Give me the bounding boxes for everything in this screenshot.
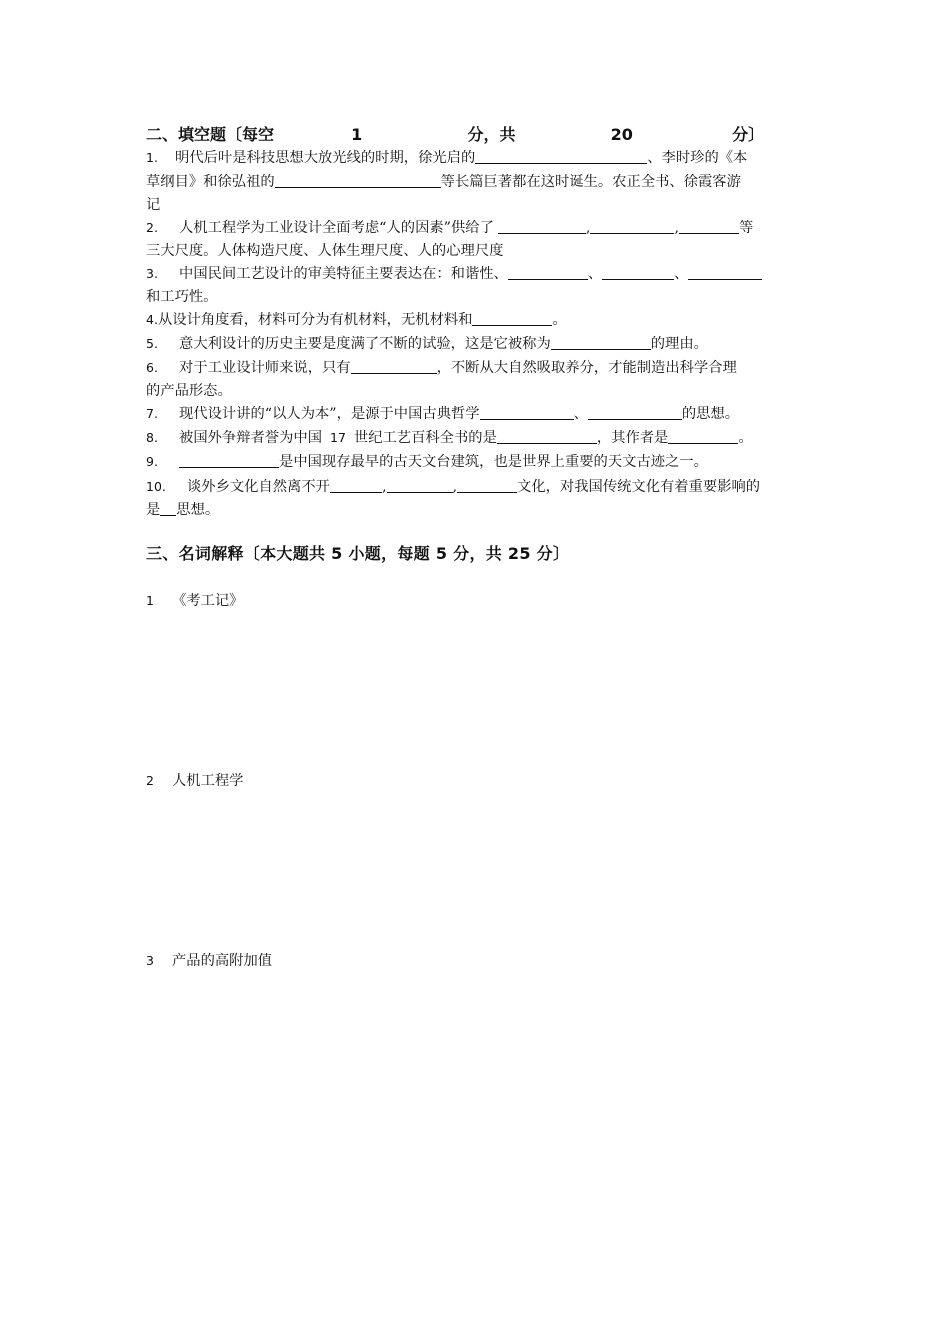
question-number: 3. xyxy=(146,266,158,281)
answer-blank[interactable] xyxy=(472,311,552,326)
answer-blank[interactable] xyxy=(497,429,597,444)
question-1-line-1 xyxy=(146,148,747,168)
question-4-line xyxy=(146,310,567,330)
separator: 、 xyxy=(587,266,603,282)
answer-blank[interactable] xyxy=(457,478,517,493)
question-number: 10. xyxy=(146,479,166,494)
question-8-text-c: ，其作者是 xyxy=(596,430,669,446)
question-6-line-1 xyxy=(146,358,737,378)
question-6-text-b: ，不断从大自然吸取养分，才能制造出科学合理 xyxy=(436,360,737,376)
question-7-text-a: 现代设计讲的“以人为本”，是源于中国古典哲学 xyxy=(179,406,480,422)
question-1-text-d: 等长篇巨著都在这时诞生。农正全书、徐霞客游 xyxy=(440,174,741,190)
question-2-text-c: 三大尺度。人体构造尺度、人体生理尺度、人的心理尺度 xyxy=(146,243,504,259)
question-1-text-e: 记 xyxy=(146,197,161,213)
answer-blank[interactable] xyxy=(330,478,382,493)
answer-blank[interactable] xyxy=(551,335,651,350)
term-text: 人机工程学 xyxy=(172,773,244,789)
section-2-title-part-c: 分，共 xyxy=(467,125,516,144)
question-number: 5. xyxy=(146,336,158,351)
answer-blank[interactable] xyxy=(275,173,441,188)
separator: , xyxy=(381,479,387,495)
century-number: 17 xyxy=(330,430,346,445)
question-1-text-a: 明代后叶是科技思想大放光线的时期，徐光启的 xyxy=(175,150,476,166)
section-2-heading xyxy=(146,124,764,146)
question-1-line-3 xyxy=(146,195,160,215)
question-10-text-a: 谈外乡文化自然离不开 xyxy=(186,479,330,495)
section-3-heading: 三、名词解释〔本大题共 5 小题，每题 5 分，共 25 分〕 xyxy=(146,544,570,563)
question-10-line-1 xyxy=(146,477,760,497)
question-5-text-a: 意大利设计的历史主要是度满了不断的试验，这是它被称为 xyxy=(179,336,551,352)
separator: , xyxy=(674,220,679,236)
question-10-text-b: 文化，对我国传统文化有着重要影响的 xyxy=(517,479,761,495)
separator: 、 xyxy=(573,406,588,422)
question-10-line-2 xyxy=(146,500,219,520)
term-item xyxy=(146,591,243,611)
question-6-text-c: 的产品形态。 xyxy=(146,383,232,399)
question-number: 1. xyxy=(146,150,158,165)
answer-blank[interactable] xyxy=(679,219,739,234)
question-7-line xyxy=(146,404,739,424)
answer-blank[interactable] xyxy=(351,359,437,374)
question-3-text-b: 和工巧性。 xyxy=(146,289,218,305)
answer-blank[interactable] xyxy=(602,265,674,280)
question-8-text-d: 。 xyxy=(738,430,753,446)
question-6-text-a: 对于工业设计师来说，只有 xyxy=(179,360,351,376)
question-3-line-2 xyxy=(146,287,217,307)
answer-blank[interactable] xyxy=(590,219,674,234)
question-2-line-2 xyxy=(146,241,503,261)
section-2-title-part-a: 二、填空题〔每空 xyxy=(146,125,275,144)
answer-blank[interactable] xyxy=(179,453,279,468)
answer-blank[interactable] xyxy=(160,501,176,516)
section-2-points-per-blank: 1 xyxy=(351,125,363,144)
question-2-text-b: 等 xyxy=(738,220,754,236)
term-item xyxy=(146,951,272,971)
question-8-text-b: 世纪工艺百科全书的是 xyxy=(353,430,497,446)
term-number: 3 xyxy=(146,953,154,968)
answer-blank[interactable] xyxy=(688,265,762,280)
term-text: 《考工记》 xyxy=(172,593,244,609)
question-4-text-a: 从设计角度看，材料可分为有机材料，无机材料和 xyxy=(157,312,473,328)
answer-blank[interactable] xyxy=(475,149,647,164)
question-number: 2. xyxy=(146,220,158,235)
question-5-text-b: 的理由。 xyxy=(650,336,708,352)
answer-blank[interactable] xyxy=(668,429,738,444)
question-8-line xyxy=(146,428,753,448)
question-10-text-c: 是 xyxy=(146,502,161,518)
question-10-text-d: 思想。 xyxy=(176,502,220,518)
question-1-line-2 xyxy=(146,172,741,192)
question-6-line-2 xyxy=(146,381,232,401)
term-number: 2 xyxy=(146,773,154,788)
question-number: 8. xyxy=(146,430,158,445)
answer-blank[interactable] xyxy=(387,478,453,493)
question-1-text-c: 草纲目》和徐弘祖的 xyxy=(146,174,275,190)
question-1-text-b: 、李时珍的《本 xyxy=(647,150,748,166)
term-item xyxy=(146,771,243,791)
term-text: 产品的高附加值 xyxy=(172,953,273,969)
question-2-line-1 xyxy=(146,218,753,238)
question-number: 4. xyxy=(146,312,158,327)
answer-blank[interactable] xyxy=(480,405,574,420)
question-3-text-a: 中国民间工艺设计的审美特征主要表达在：和谐性、 xyxy=(179,266,508,282)
question-number: 9. xyxy=(146,454,158,469)
section-2-total-points: 20 xyxy=(610,125,633,144)
separator: , xyxy=(585,220,591,236)
section-2-title-part-e: 分〕 xyxy=(732,125,765,144)
question-8-text-a: 被国外争辩者誉为中国 xyxy=(179,430,322,446)
question-9-text-a: 是中国现存最早的古天文台建筑，也是世界上重要的天文古迹之一。 xyxy=(279,454,708,470)
question-number: 7. xyxy=(146,406,158,421)
separator: , xyxy=(452,479,458,495)
question-5-line xyxy=(146,334,708,354)
answer-blank[interactable] xyxy=(588,405,682,420)
question-number: 6. xyxy=(146,360,158,375)
question-2-text-a: 人机工程学为工业设计全面考虑“人的因素”供给了 xyxy=(179,220,494,236)
question-7-text-b: 的思想。 xyxy=(681,406,740,422)
question-3-line-1 xyxy=(146,264,762,284)
separator: 、 xyxy=(674,266,689,282)
answer-blank[interactable] xyxy=(498,219,586,234)
question-4-text-b: 。 xyxy=(552,312,567,328)
term-number: 1 xyxy=(146,593,154,608)
question-9-line xyxy=(146,452,708,472)
answer-blank[interactable] xyxy=(508,265,588,280)
